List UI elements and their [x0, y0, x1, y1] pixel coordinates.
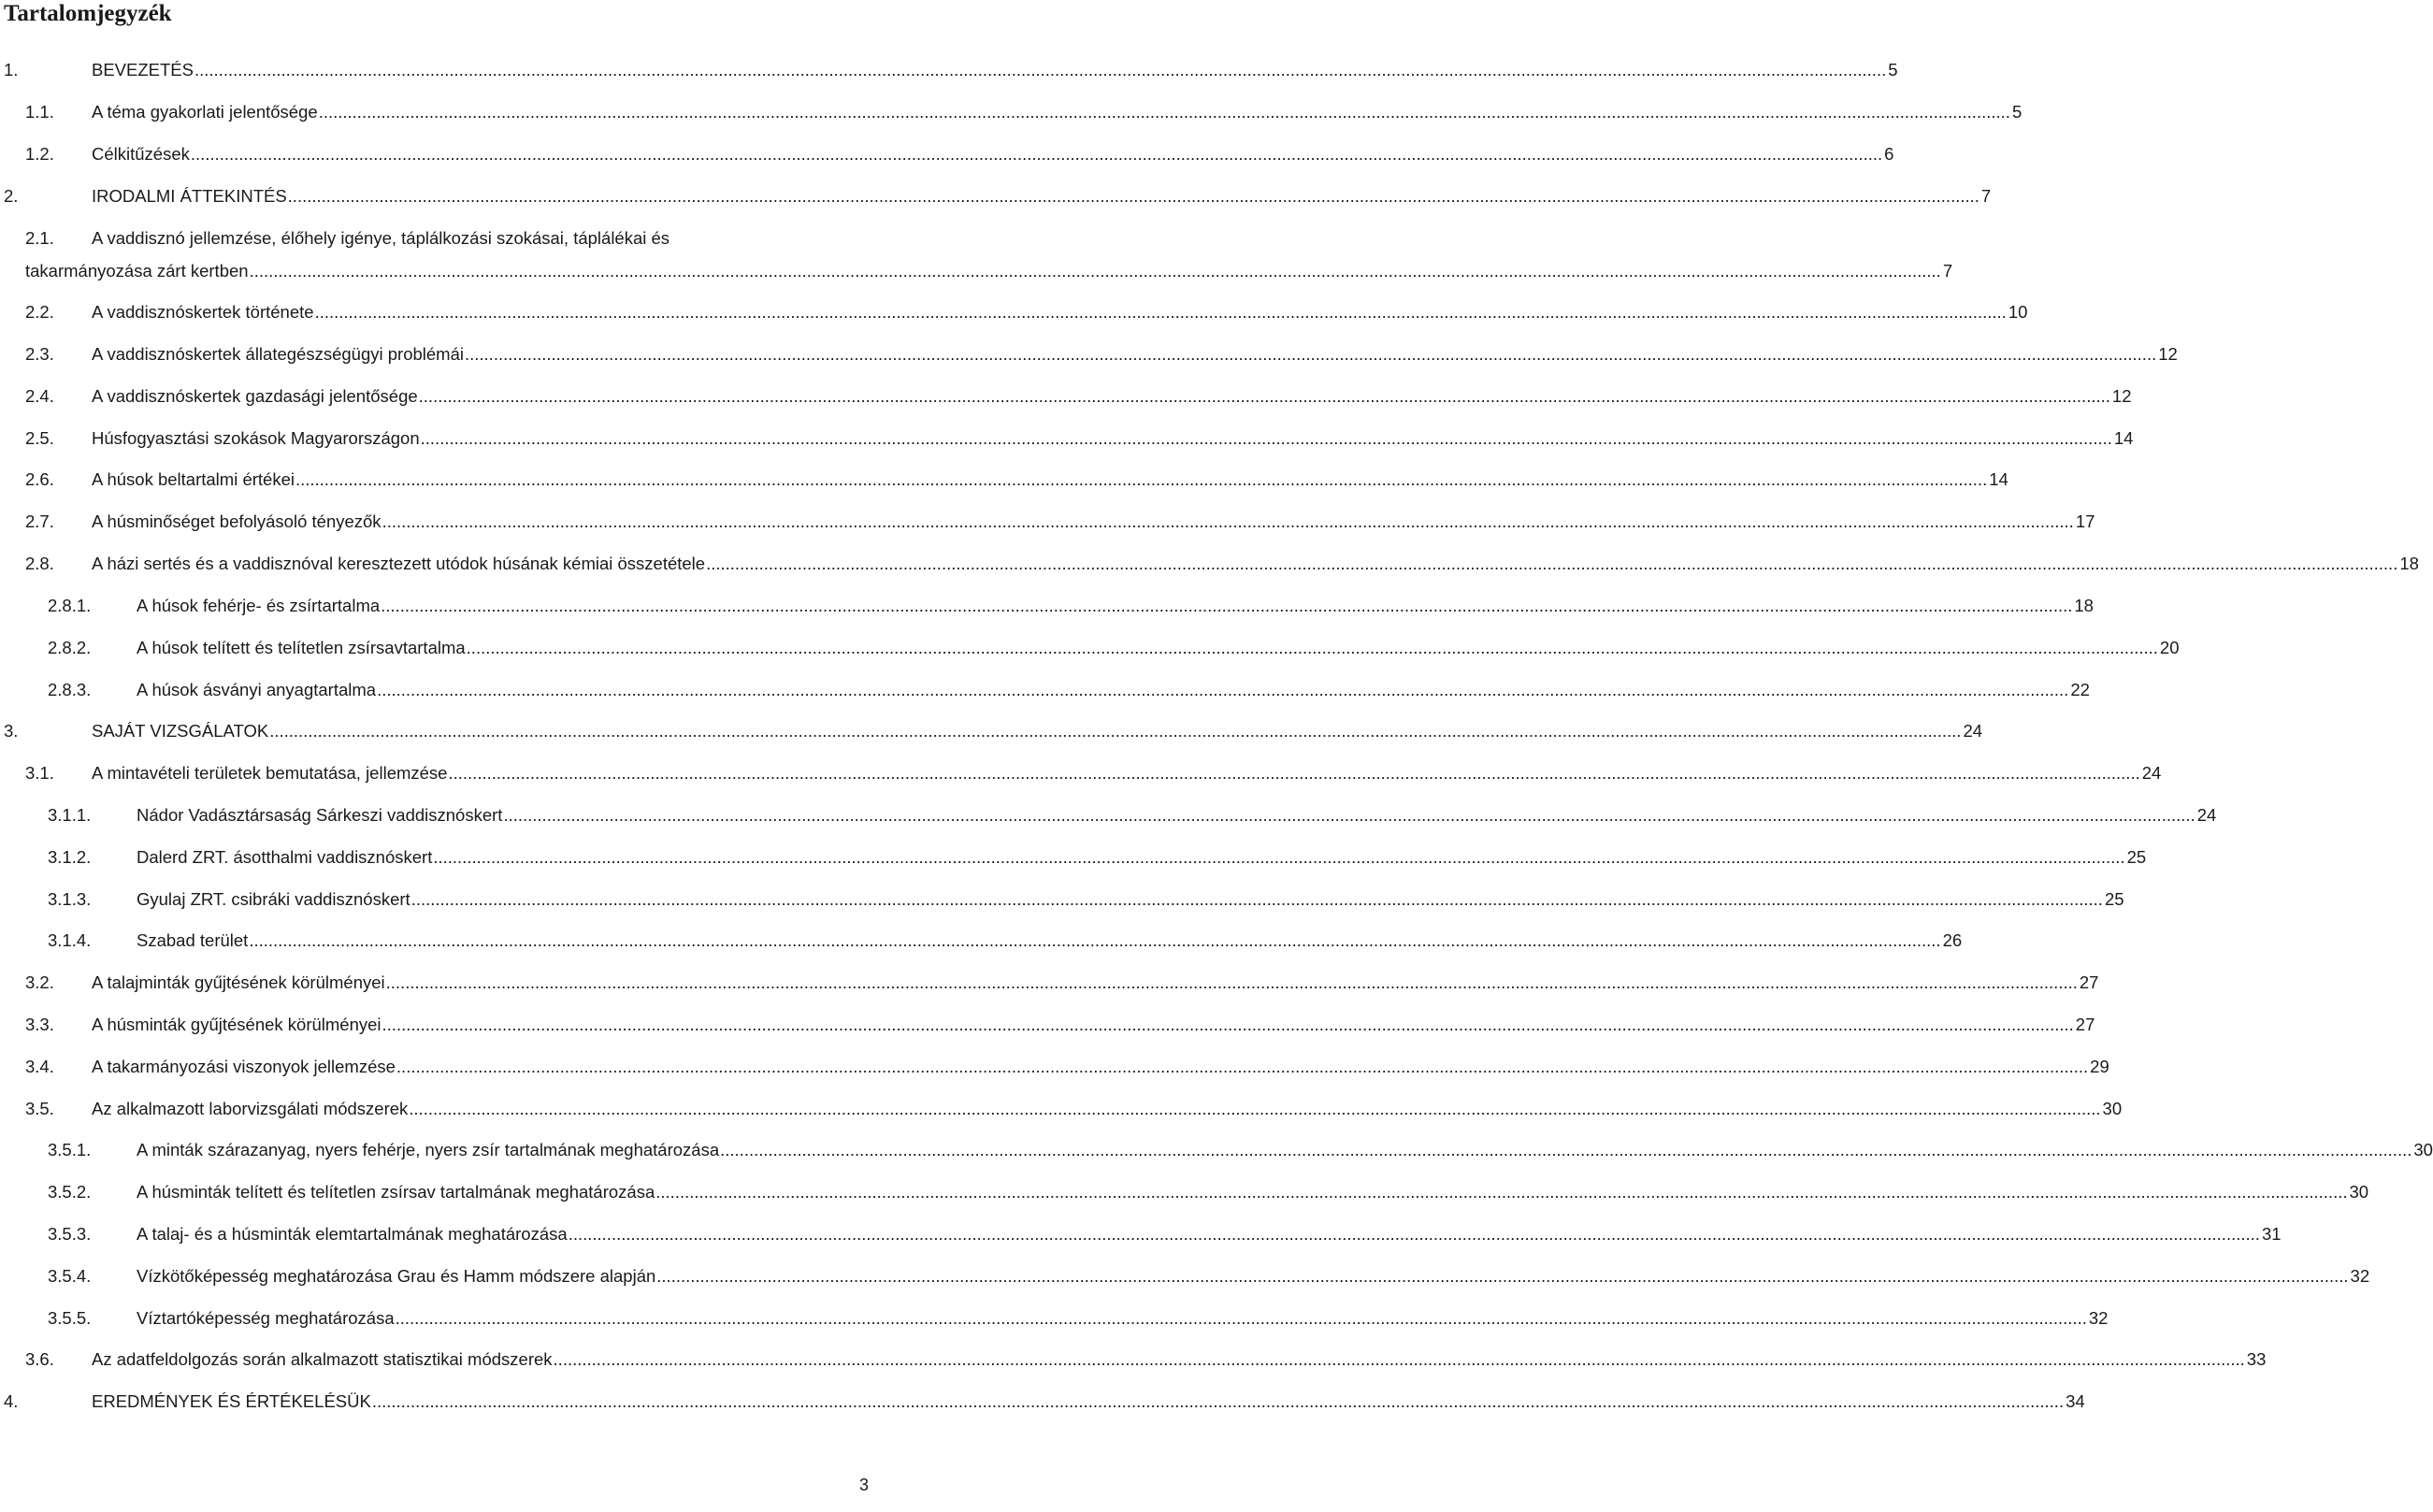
- toc-entry-label: A húsok fehérje- és zsírtartalma: [137, 596, 381, 615]
- toc-leader-dots: [396, 1057, 2088, 1077]
- toc-leader-dots: [382, 1015, 2074, 1035]
- toc-entry-label: A talajminták gyűjtésének körülményei: [92, 972, 385, 992]
- toc-entry-label: A húsok telített és telítetlen zsírsavtartalma: [137, 638, 466, 657]
- toc-entry-page: 24: [2196, 805, 2217, 825]
- toc-entry-label: A húsok beltartalmi értékei: [92, 469, 295, 489]
- toc-entry-label: A téma gyakorlati jelentősége: [92, 102, 318, 122]
- toc-entry-label: A minták szárazanyag, nyers fehérje, nyers zsír tartalmának meghatározása: [137, 1140, 720, 1159]
- toc-entry-number: 3.6.: [25, 1349, 54, 1369]
- toc-entry[interactable]: [0, 144, 1894, 170]
- toc-entry-number: 3.1.3.: [48, 889, 92, 909]
- toc-entry-page: 17: [2075, 511, 2095, 531]
- toc-entry[interactable]: [0, 186, 1992, 212]
- toc-entry[interactable]: [0, 1266, 2370, 1292]
- toc-leader-dots: [249, 930, 1940, 951]
- toc-leader-dots: [569, 1224, 2260, 1245]
- toc-entry-label: A házi sertés és a vaddisznóval keresztezett utódok húsának kémiai összetétele: [92, 554, 706, 573]
- toc-entry-number: 2.: [4, 186, 19, 206]
- toc-entry-number: 3.5.2.: [48, 1182, 92, 1202]
- toc-entry-page: 27: [2075, 1015, 2095, 1034]
- toc-entry-number: 3.5.: [25, 1099, 54, 1118]
- toc-leader-dots: [396, 1308, 2087, 1329]
- toc-entry-label: A húsminták gyűjtésének körülményei: [92, 1015, 382, 1034]
- toc-leader-dots: [419, 386, 2110, 407]
- toc-entry-label: Az alkalmazott laborvizsgálati módszerek: [92, 1099, 409, 1118]
- toc-entry-page: 7: [1980, 186, 1992, 206]
- toc-entry-label: A vaddisznóskertek állategészségügyi problémái: [92, 344, 464, 364]
- toc-entry-number: 3.5.3.: [48, 1224, 92, 1244]
- toc-entry-label: Nádor Vadásztársaság Sárkeszi vaddisznóskert: [137, 805, 503, 825]
- toc-entry-page: 7: [1942, 261, 1953, 281]
- toc-entry-label: A vaddisznóskertek története: [92, 302, 314, 322]
- toc-leader-dots: [433, 847, 2124, 868]
- toc-leader-dots: [191, 144, 1882, 165]
- toc-entry-page: 24: [1963, 721, 1983, 741]
- toc-entry[interactable]: [0, 228, 870, 254]
- toc-entry-label: EREDMÉNYEK ÉS ÉRTÉKELÉSÜK: [92, 1391, 371, 1411]
- toc-leader-dots: [319, 102, 2010, 122]
- toc-entry[interactable]: [0, 1057, 2109, 1083]
- toc-entry[interactable]: [0, 847, 2147, 873]
- toc-entry-label: Célkitűzések: [92, 144, 190, 164]
- toc-entry-number: 2.8.3.: [48, 680, 92, 699]
- toc-entry[interactable]: [0, 1308, 2109, 1334]
- toc-entry-number: 2.7.: [25, 511, 54, 531]
- toc-entry-page: 31: [2261, 1224, 2282, 1244]
- toc-entry-label: A húsok ásványi anyagtartalma: [137, 680, 377, 699]
- toc-entry-number: 1.2.: [25, 144, 54, 164]
- toc-entry-label: SAJÁT VIZSGÁLATOK: [92, 721, 269, 741]
- toc-entry-label: A húsminták telített és telítetlen zsírsav tartalmának meghatározása: [137, 1182, 655, 1202]
- toc-entry-number: 3.5.4.: [48, 1266, 92, 1286]
- toc-entry[interactable]: [0, 680, 2090, 706]
- toc-entry-number: 3.: [4, 721, 19, 741]
- toc-entry[interactable]: [0, 930, 1963, 957]
- toc-entry-number: 3.5.5.: [48, 1308, 92, 1328]
- toc-entry[interactable]: [0, 428, 2134, 454]
- toc-entry-label: A mintavételi területek bemutatása, jellemzése: [92, 763, 448, 783]
- toc-entry-page: 32: [2350, 1266, 2370, 1286]
- toc-entry[interactable]: [0, 469, 2008, 496]
- toc-entry-page: 20: [2159, 638, 2180, 657]
- toc-entry-page: 30: [2413, 1140, 2433, 1159]
- toc-entry-label: Víztartóképesség meghatározása: [137, 1308, 395, 1328]
- toc-entry[interactable]: [0, 805, 2217, 831]
- toc-entry-page: 33: [2246, 1349, 2267, 1369]
- toc-entry-label: Szabad terület: [137, 930, 249, 950]
- toc-entry-continuation[interactable]: [25, 261, 1953, 287]
- toc-entry-page: 30: [2102, 1099, 2123, 1118]
- toc-leader-dots: [656, 1266, 2348, 1287]
- toc-entry[interactable]: [0, 596, 2094, 622]
- page-title: Tartalomjegyzék: [4, 1, 172, 26]
- toc-entry-label-continued: takarmányozása zárt kertben: [25, 261, 249, 281]
- toc-entry[interactable]: [0, 386, 2132, 412]
- toc-entry-number: 2.3.: [25, 344, 54, 364]
- toc-leader-dots: [554, 1349, 2245, 1370]
- toc-leader-dots: [269, 721, 1961, 742]
- toc-entry-number: 3.3.: [25, 1015, 54, 1034]
- toc-entry-label: A vaddisznó jellemzése, élőhely igénye, táplálkozási szokásai, táplálékai és: [92, 228, 670, 248]
- toc-entry[interactable]: [0, 344, 2178, 370]
- toc-entry[interactable]: [0, 1391, 2085, 1418]
- toc-entry-page: 12: [2111, 386, 2132, 406]
- toc-leader-dots: [372, 1391, 2064, 1412]
- toc-entry-label: Húsfogyasztási szokások Magyarországon: [92, 428, 420, 448]
- toc-entry-label: Az adatfeldolgozás során alkalmazott statisztikai módszerek: [92, 1349, 553, 1369]
- toc-entry[interactable]: [0, 721, 1983, 747]
- toc-entry-page: 18: [2399, 554, 2419, 573]
- toc-entry-number: 2.2.: [25, 302, 54, 322]
- toc-entry-number: 4.: [4, 1391, 19, 1411]
- toc-entry-label: A húsminőséget befolyásoló tényezők: [92, 511, 382, 531]
- toc-entry-number: 2.6.: [25, 469, 54, 489]
- toc-entry-number: 2.8.: [25, 554, 54, 573]
- toc-entry-label: BEVEZETÉS: [92, 60, 194, 79]
- toc-leader-dots: [465, 344, 2156, 365]
- toc-leader-dots: [377, 680, 2068, 700]
- toc-entry-number: 3.1.4.: [48, 930, 92, 950]
- toc-leader-dots: [381, 596, 2072, 616]
- toc-entry-page: 22: [2070, 680, 2090, 699]
- toc-entry-page: 18: [2074, 596, 2094, 615]
- toc-entry[interactable]: [0, 1140, 2433, 1166]
- toc-leader-dots: [288, 186, 1980, 207]
- toc-entry[interactable]: [0, 889, 2124, 915]
- toc-entry-number: 2.8.2.: [48, 638, 92, 657]
- toc-entry-number: 2.8.1.: [48, 596, 92, 615]
- toc-leader-dots: [386, 972, 2078, 993]
- toc-entry-label: Gyulaj ZRT. csibráki vaddisznóskert: [137, 889, 410, 909]
- toc-entry[interactable]: [0, 302, 2028, 328]
- page-number: 3: [858, 1476, 869, 1494]
- toc-leader-dots: [706, 554, 2397, 574]
- toc-leader-dots: [409, 1099, 2100, 1119]
- toc-entry-page: 30: [2349, 1182, 2369, 1202]
- toc-entry-label: A takarmányozási viszonyok jellemzése: [92, 1057, 396, 1076]
- toc-entry[interactable]: [0, 60, 1898, 86]
- toc-entry-number: 3.1.1.: [48, 805, 92, 825]
- toc-entry-number: 2.1.: [25, 228, 54, 248]
- toc-entry-number: 2.5.: [25, 428, 54, 448]
- toc-leader-dots: [295, 469, 1987, 490]
- toc-entry-page: 10: [2008, 302, 2028, 322]
- toc-entry-number: 2.4.: [25, 386, 54, 406]
- toc-entry-page: 12: [2158, 344, 2178, 364]
- toc-entry-number: 3.1.: [25, 763, 54, 783]
- toc-entry-label: Dalerd ZRT. ásotthalmi vaddisznóskert: [137, 847, 433, 867]
- toc-entry-label: A talaj- és a húsminták elemtartalmának meghatározása: [137, 1224, 568, 1244]
- toc-leader-dots: [503, 805, 2195, 826]
- toc-entry-page: 26: [1942, 930, 1963, 950]
- toc-leader-dots: [382, 511, 2074, 532]
- toc-leader-dots: [448, 763, 2139, 784]
- toc-entry-page: 14: [2113, 428, 2134, 448]
- toc-entry[interactable]: [0, 102, 2023, 128]
- toc-entry[interactable]: [0, 511, 2095, 538]
- toc-entry[interactable]: [0, 763, 2162, 789]
- toc-leader-dots: [194, 60, 1886, 80]
- toc-entry[interactable]: [0, 638, 2180, 664]
- toc-entry[interactable]: [0, 1182, 2369, 1208]
- toc-leader-dots: [720, 1140, 2411, 1160]
- toc-entry-number: 3.1.2.: [48, 847, 92, 867]
- toc-leader-dots: [655, 1182, 2347, 1202]
- toc-entry[interactable]: [0, 554, 2419, 580]
- toc-entry-number: 1.1.: [25, 102, 54, 122]
- toc-entry-label: Vízkötőképesség meghatározása Grau és Hamm módszere alapján: [137, 1266, 656, 1286]
- toc-entry-page: 34: [2066, 1391, 2085, 1411]
- toc-entry-page: 5: [1888, 60, 1898, 79]
- toc-entry-page: 25: [2126, 847, 2147, 867]
- toc-entry-page: 24: [2141, 763, 2162, 783]
- toc-entry-number: 3.2.: [25, 972, 54, 992]
- toc-entry-label: A vaddisznóskertek gazdasági jelentősége: [92, 386, 418, 406]
- toc-entry-label: IRODALMI ÁTTEKINTÉS: [92, 186, 287, 206]
- toc-entry-number: 1.: [4, 60, 19, 79]
- toc-entry-number: 3.5.1.: [48, 1140, 92, 1159]
- toc-leader-dots: [421, 428, 2112, 449]
- toc-entry[interactable]: [0, 1015, 2095, 1041]
- toc-entry-page: 29: [2090, 1057, 2109, 1076]
- toc-entry-page: 5: [2011, 102, 2023, 122]
- toc-entry-page: 32: [2088, 1308, 2109, 1328]
- toc-entry[interactable]: [0, 1349, 2267, 1375]
- toc-leader-dots: [467, 638, 2158, 658]
- toc-leader-dots: [315, 302, 2007, 323]
- toc-entry-page: 6: [1884, 144, 1894, 164]
- toc-entry-number: 3.4.: [25, 1057, 54, 1076]
- toc-entry-page: 14: [1989, 469, 2008, 489]
- toc-leader-dots: [250, 261, 1941, 281]
- toc-entry-page: 25: [2104, 889, 2124, 909]
- toc-entry[interactable]: [0, 1099, 2123, 1125]
- toc-entry[interactable]: [0, 972, 2099, 999]
- toc-leader-dots: [411, 889, 2103, 910]
- toc-entry-page: 27: [2079, 972, 2099, 992]
- toc-entry[interactable]: [0, 1224, 2282, 1250]
